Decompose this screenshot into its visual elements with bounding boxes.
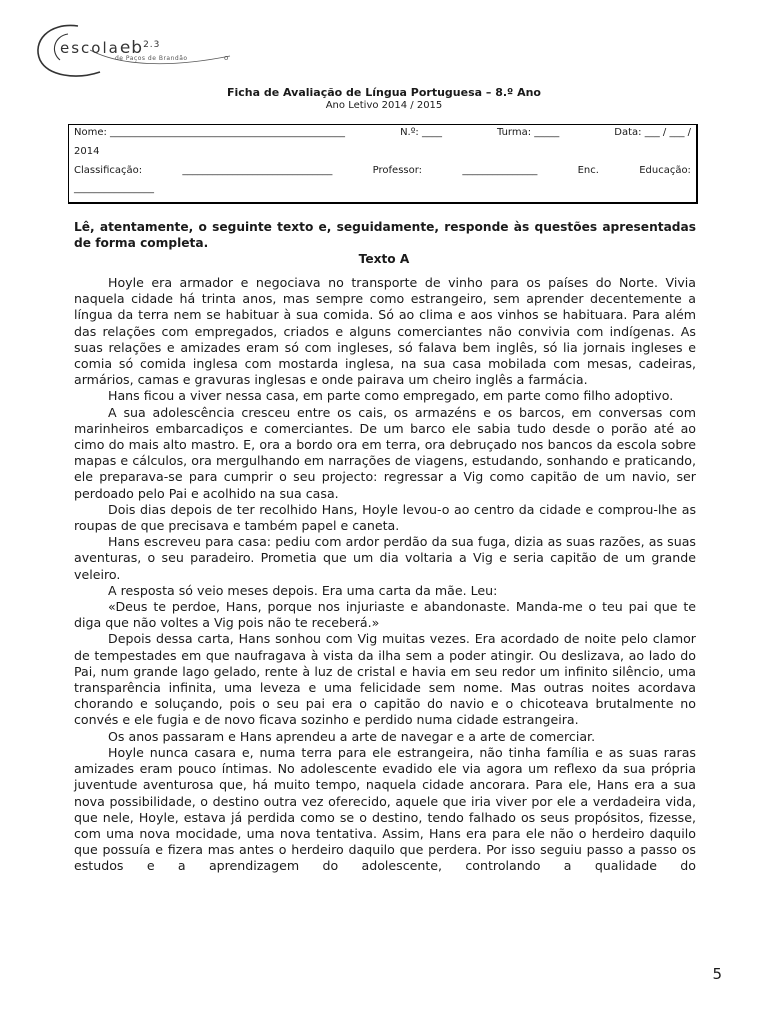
logo-eb: eb — [119, 38, 144, 58]
nome-field[interactable]: Nome: _______________________________________________ — [74, 127, 346, 138]
paragraph: A sua adolescência cresceu entre os cais, os armazéns e os barcos, em conversas com marinheiros embarcadiços e comerciantes. De um barco ele sabia tudo desde o porão até ao cimo do mais alto mastro. E, ora a bordo ora em terra, ora debruçado nos bancos da escola sobre mapas e cálculos, ora mergulhando em narrações de viagens, estudando, sonhando e praticando, ele preparava-se para cumprir o seu projecto: regressar a Vig como capitão de um navio, ser perdoado pelo Pai e acolhido na sua casa. — [74, 404, 696, 501]
paragraph: Hoyle nunca casara e, numa terra para ele estrangeira, não tinha família e as suas raras amizades eram pouco íntimas. No adolescente evadido ele via agora um reflexo da sua própria juventude aventurosa que, há muito tempo, naquela cidade ancorara. Para ele, Hans era a sua nova possibilidade, o destino outra vez oferecido, aquele que iria viver por ele a verdadeira vida, que nele, Hoyle, estava já perdida como se o destino, tendo falhado os seus propósitos, fizesse, com uma nova mocidade, uma nova tentativa. Assim, Hans era para ele não o herdeiro daquilo que possuía e fizera mas antes o herdeiro daquilo que perdera. Por isso seguiu passo a passo os estudos e a aprendizagem do adolescente, controlando a qualidade do — [74, 744, 696, 874]
paragraph: A resposta só veio meses depois. Era uma carta da mãe. Leu: — [108, 582, 498, 598]
logo-grade: 2.3 — [143, 40, 161, 50]
paragraph: Hoyle era armador e negociava no transporte de vinho para os países do Norte. Vivia naquela cidade há trinta anos, mas sempre como estrangeiro, sem aprender decentemente a língua da terra nem se habituar à sua comida. Só ao clima e aos vinhos se habituara. Para além das relações com empregados, criados e alguns comerciantes não convivia com indígenas. As suas relações e amizades eram só com ingleses, só falava bem inglês, só lia jornais ingleses e comia só comida inglesa com mostarda inglesa, na sua casa mobilada com mesas, cadeiras, armários, camas e gravuras inglesas e onde pairava um cheiro inglês a farmácia. — [74, 275, 696, 388]
enc-label: Enc. — [577, 165, 599, 176]
info-row-1 — [74, 127, 691, 138]
school-year: Ano Letivo 2014 / 2015 — [325, 100, 443, 111]
professor-field[interactable]: _______________ — [462, 165, 538, 176]
logo-escola: escola — [60, 39, 120, 57]
paragraph: Depois dessa carta, Hans sonhou com Vig muitas vezes. Era acordado de noite pelo clamor de tempestades em que naufragava à vista da ilha sem a poder atingir. Ou deslizava, ao lado do Pai, num grande lago gelado, rente à luz de cristal e havia em seu redor um infinito silêncio, uma transparência infinita, uma leveza e uma felicidade sem nome. Mas outras noites acordava chorando e soluçando, pois o seu pai era o capitão do navio e o chicoteava brutalmente no convés e ele fugia e de novo ficava sozinho e perdido numa cidade estrangeira. — [74, 631, 696, 728]
professor-label: Professor: — [372, 165, 423, 176]
educacao-label: Educação: — [639, 165, 691, 176]
reading-passage — [74, 275, 696, 875]
text-title: Texto A — [358, 252, 410, 266]
classificacao-field[interactable]: ______________________________ — [182, 165, 333, 176]
classificacao-label: Classificação: — [74, 165, 143, 176]
numero-field[interactable]: N.º: ____ — [400, 127, 442, 138]
info-row-2: 2014 — [74, 146, 100, 157]
paragraph: Os anos passaram e Hans aprendeu a arte de navegar e a arte de comerciar. — [108, 728, 596, 744]
logo-trailing: o — [224, 54, 229, 62]
paragraph: Hans ficou a viver nessa casa, em parte como empregado, em parte como filho adoptivo. — [108, 388, 674, 404]
page-title: Ficha de Avaliação de Língua Portuguesa – 8.º Ano — [227, 86, 541, 99]
instructions: Lê, atentamente, o seguinte texto e, seguidamente, responde às questões apresentadas de forma completa. — [74, 220, 696, 250]
data-field[interactable]: Data: ___ / ___ / — [614, 127, 691, 138]
student-info-box — [68, 124, 698, 204]
info-row-3 — [74, 165, 691, 176]
page-number: 5 — [712, 965, 722, 983]
paragraph: Dois dias depois de ter recolhido Hans, Hoyle levou-o ao centro da cidade e comprou-lhe as roupas de que precisava e também papel e caneta. — [74, 501, 696, 534]
paragraph: Hans escreveu para casa: pediu com ardor perdão da sua fuga, dizia as suas razões, as suas aventuras, o seu paradeiro. Prometia que um dia voltaria a Vig e seria capitão de um grande veleiro. — [74, 534, 696, 582]
quote-paragraph: «Deus te perdoe, Hans, porque nos injuriaste e abandonaste. Manda-me o teu pai que te diga que não voltes a Vig pois não te receberá.» — [74, 599, 696, 631]
educacao-field[interactable]: ________________ — [74, 183, 154, 194]
logo-subtitle: de Paços de Brandão — [115, 55, 188, 62]
turma-field[interactable]: Turma: _____ — [497, 127, 560, 138]
